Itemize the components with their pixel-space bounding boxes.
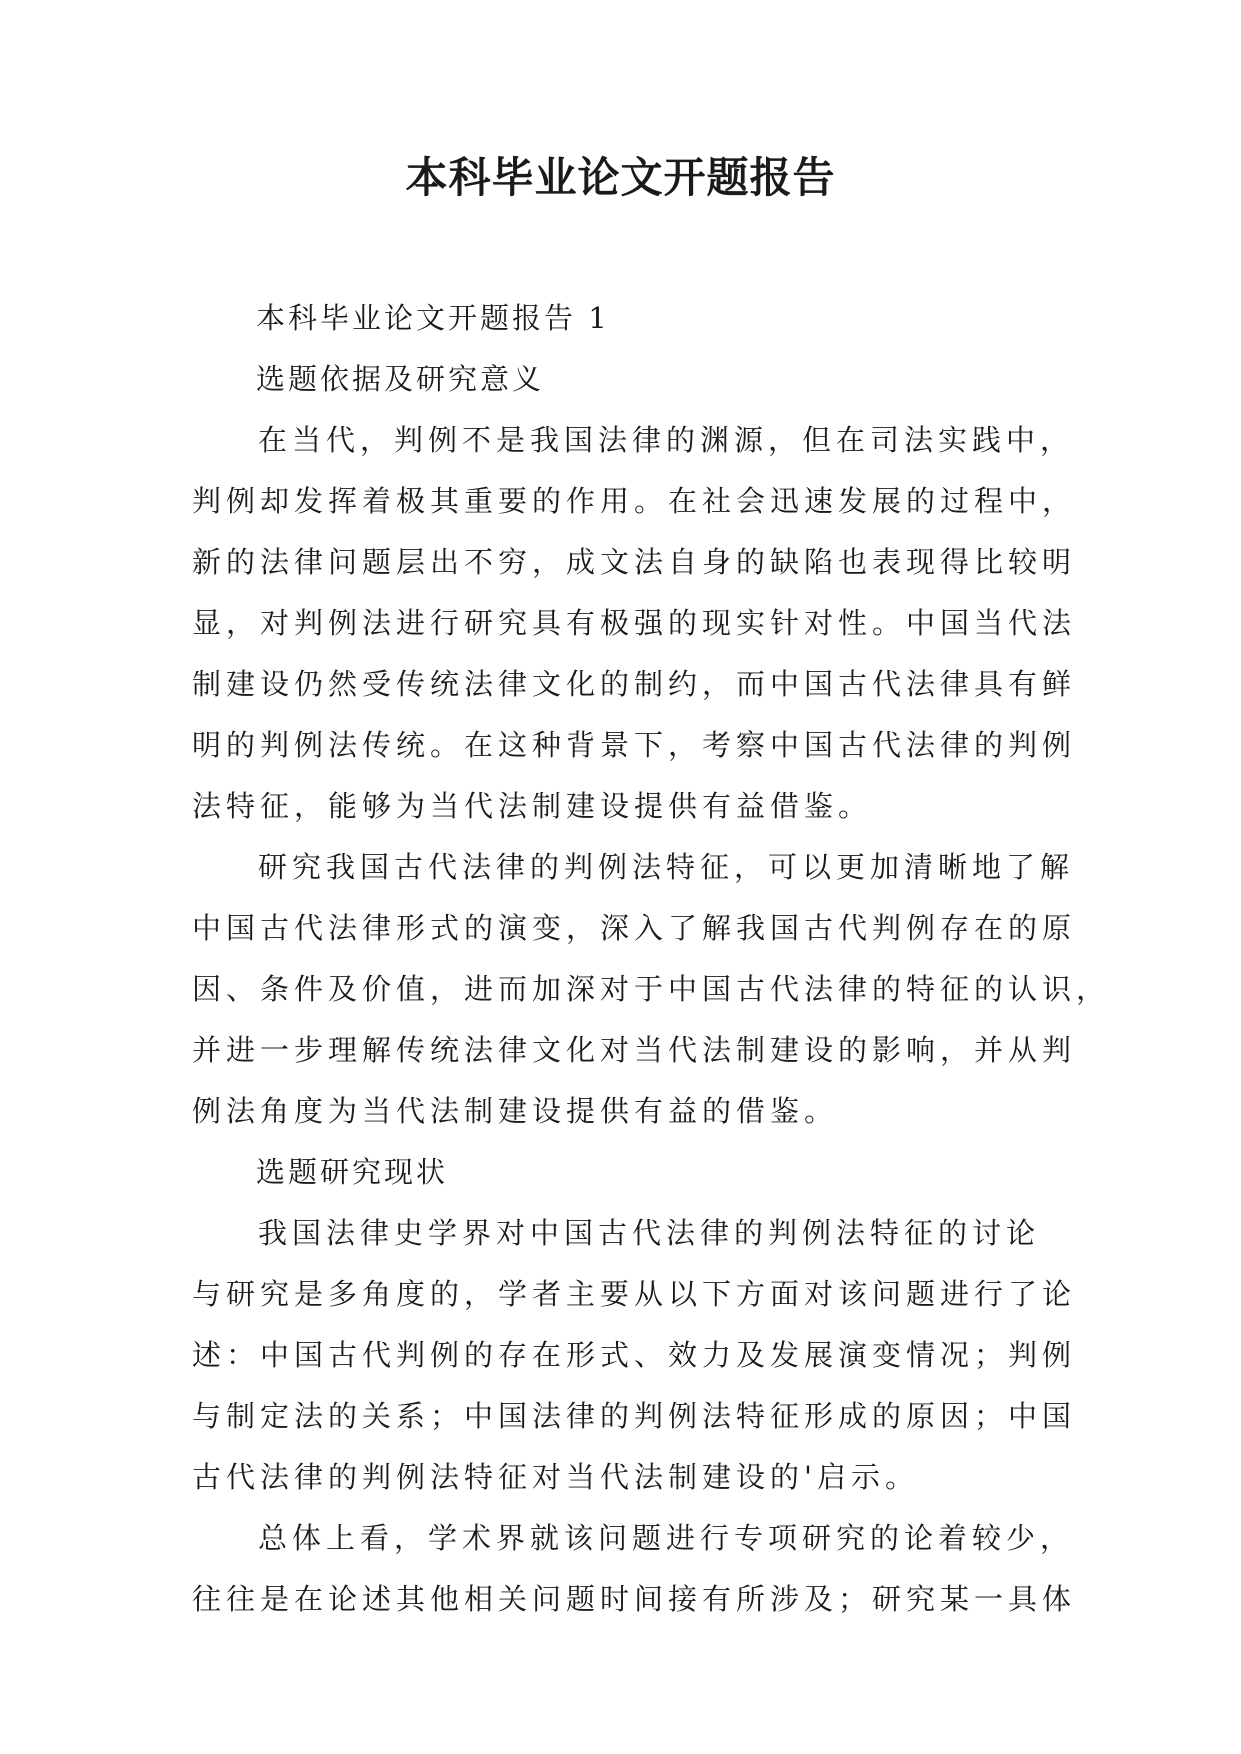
paragraph-line: 判例却发挥着极其重要的作用。在社会迅速发展的过程中，: [192, 484, 1077, 518]
paragraph-line: 述：中国古代判例的存在形式、效力及发展演变情况；判例: [192, 1338, 1077, 1372]
section-heading: 选题研究现状: [256, 1155, 449, 1189]
paragraph-line: 往往是在论述其他相关问题时间接有所涉及；研究某一具体: [192, 1582, 1077, 1616]
paragraph-line: 并进一步理解传统法律文化对当代法制建设的影响，并从判: [192, 1033, 1077, 1067]
paragraph-line: 中国古代法律形式的演变，深入了解我国古代判例存在的原: [192, 911, 1077, 945]
paragraph-line: 新的法律问题层出不穷，成文法自身的缺陷也表现得比较明: [192, 545, 1077, 579]
paragraph-line: 我国法律史学界对中国古代法律的判例法特征的讨论: [258, 1216, 1041, 1250]
document-body: [192, 288, 1111, 1630]
paragraph-line: 古代法律的判例法特征对当代法制建设的'启示。: [192, 1460, 919, 1494]
paragraph-line: 在当代，判例不是我国法律的渊源，但在司法实践中，: [258, 423, 1075, 457]
paragraph-line: 因、条件及价值，进而加深对于中国古代法律的特征的认识，: [192, 972, 1111, 1006]
paragraph-line: 例法角度为当代法制建设提供有益的借鉴。: [192, 1094, 839, 1128]
paragraph-line: 与制定法的关系；中国法律的判例法特征形成的原因；中国: [192, 1399, 1077, 1433]
section-heading: 本科毕业论文开题报告 1: [256, 301, 610, 335]
paragraph-line: 明的判例法传统。在这种背景下，考察中国古代法律的判例: [192, 728, 1077, 762]
paragraph-line: 与研究是多角度的，学者主要从以下方面对该问题进行了论: [192, 1277, 1077, 1311]
paragraph-line: 研究我国古代法律的判例法特征，可以更加清晰地了解: [258, 850, 1075, 884]
document-title: 本科毕业论文开题报告: [405, 153, 836, 202]
paragraph-line: 总体上看，学术界就该问题进行专项研究的论着较少，: [258, 1521, 1075, 1555]
paragraph-line: 法特征，能够为当代法制建设提供有益借鉴。: [192, 789, 873, 823]
section-heading: 选题依据及研究意义: [256, 362, 545, 396]
paragraph-line: 制建设仍然受传统法律文化的制约，而中国古代法律具有鲜: [192, 667, 1077, 701]
paragraph-line: 显，对判例法进行研究具有极强的现实针对性。中国当代法: [192, 606, 1077, 640]
